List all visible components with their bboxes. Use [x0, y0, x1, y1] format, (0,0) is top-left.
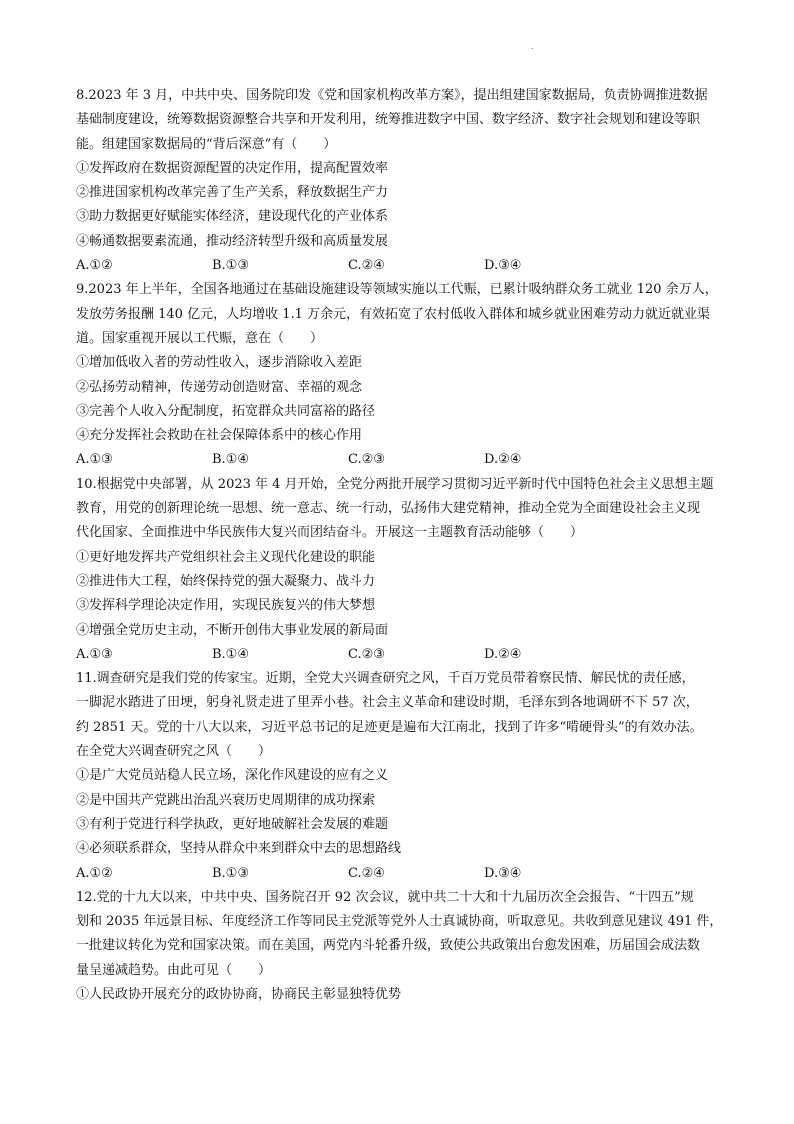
question-stem-line: 8.2023 年 3 月，中共中央、国务院印发《党和国家机构改革方案》，提出组建国家数据局，负责协调推进数据 [76, 88, 708, 103]
answer-option: A.①③ [76, 646, 113, 662]
answer-option: D.③④ [484, 865, 522, 881]
question-stem-line: 9.2023 年上半年，全国各地通过在基础设施建设等领域实施以工代赈，已累计吸纳群众务工就业 120 余万人， [76, 282, 718, 298]
question-block [76, 667, 736, 886]
statement-line: ③完善个人收入分配制度，拓宽群众共同富裕的路径 [76, 403, 376, 419]
answer-options [76, 254, 736, 278]
question-stem-line: 一脚泥水踏进了田埂，躬身礼贤走进了里弄小巷。社会主义革命和建设时期，毛泽东到各地调研不下 57 次， [76, 695, 699, 711]
answer-option: B.①④ [212, 646, 249, 662]
answer-option: B.①③ [212, 865, 249, 881]
statement-line: ③有利于党进行科学执政，更好地破解社会发展的难题 [76, 816, 389, 832]
question-stem-line: 约 2851 天。党的十八大以来，习近平总书记的足迹更是遍布大江南北，找到了许多“啃硬骨头”的有效办法。 [76, 719, 703, 735]
question-stem-line: 12.党的十九大以来，中共中央、国务院召开 92 次会议，就中共二十大和十九届历次全会报告、“十四五”规 [76, 889, 694, 905]
question-stem-line: 划和 2035 年远景目标、年度经济工作等同民主党派等党外人士真诚协商，听取意见。共收到意见建议 491 件， [76, 914, 723, 930]
answer-option: C.②④ [348, 865, 385, 881]
question-stem-line: 道。国家重视开展以工代赈，意在（ ） [76, 330, 324, 346]
statement-line: ③助力数据更好赋能实体经济，建设现代化的产业体系 [76, 209, 389, 225]
answer-option: D.③④ [484, 258, 522, 274]
statement-line: ①是广大党员站稳人民立场，深化作风建设的应有之义 [76, 768, 389, 784]
answer-option: B.①③ [212, 258, 249, 274]
statement-line: ①增加低收入者的劳动性收入，逐步消除收入差距 [76, 355, 363, 371]
answer-option: D.②④ [484, 646, 522, 662]
statement-line: ②推进伟大工程，始终保持党的强大凝聚力、战斗力 [76, 573, 376, 589]
question-stem-line: 教育，用党的创新理论统一思想、统一意志、统一行动，弘扬伟大建党精神，推动全党为全面建设社会主义现 [76, 501, 701, 517]
statement-line: ①人民政协开展充分的政协协商，协商民主彰显独特优势 [76, 986, 402, 1002]
answer-options [76, 862, 736, 886]
question-block [76, 278, 736, 472]
question-block [76, 84, 736, 278]
answer-option: A.①③ [76, 452, 113, 468]
question-stem-line: 在全党大兴调查研究之风（ ） [76, 744, 272, 760]
statement-line: ①发挥政府在数据资源配置的决定作用，提高配置效率 [76, 160, 389, 176]
question-stem-line: 一批建议转化为党和国家决策。而在美国，两党内斗轮番升级，致使公共政策出台愈发困难，历届国会成法数 [76, 938, 701, 954]
question-block [76, 886, 736, 1007]
answer-option: A.①② [76, 865, 113, 881]
answer-option: C.②④ [348, 258, 385, 274]
answer-option: A.①② [76, 258, 113, 274]
question-stem-line: 代化国家、全面推进中华民族伟大复兴而团结奋斗。开展这一主题教育活动能够（ ） [76, 525, 584, 541]
question-stem-line: 10.根据党中央部署，从 2023 年 4 月开始，全党分两批开展学习贯彻习近平新时代中国特色社会主义思想主题 [76, 476, 714, 492]
question-stem-line: 基础制度建设，统筹数据资源整合共享和开发利用，统筹推进数字中国、数字经济、数字社会规划和建设等职 [76, 112, 701, 128]
header-mark: . [531, 42, 534, 51]
answer-options [76, 448, 736, 472]
statement-line: ③发挥科学理论决定作用，实现民族复兴的伟大梦想 [76, 598, 376, 614]
answer-options [76, 643, 736, 667]
question-stem-line: 量呈递减趋势。由此可见（ ） [76, 962, 272, 978]
statement-line: ②推进国家机构改革完善了生产关系，释放数据生产力 [76, 185, 389, 201]
question-block [76, 473, 736, 667]
statement-line: ④畅通数据要素流通，推动经济转型升级和高质量发展 [76, 233, 389, 249]
statement-line: ④增强全党历史主动，不断开创伟大事业发展的新局面 [76, 622, 389, 638]
question-stem-line: 发放劳务报酬 140 亿元，人均增收 1.1 万余元，有效拓宽了农村低收入群体和城乡就业困难劳动力就近就业渠 [76, 306, 711, 322]
answer-option: C.②③ [348, 452, 385, 468]
answer-option: B.①④ [212, 452, 249, 468]
statement-line: ④必须联系群众，坚持从群众中来到群众中去的思想路线 [76, 841, 402, 857]
question-stem-line: 能。组建国家数据局的“背后深意”有（ ） [76, 136, 337, 152]
statement-line: ②弘扬劳动精神，传递劳动创造财富、幸福的观念 [76, 379, 363, 395]
statement-line: ④充分发挥社会救助在社会保障体系中的核心作用 [76, 428, 363, 444]
statement-line: ②是中国共产党跳出治乱兴衰历史周期律的成功探索 [76, 792, 376, 808]
answer-option: D.②④ [484, 452, 522, 468]
question-stem-line: 11.调查研究是我们党的传家宝。近期，全党大兴调查研究之风，千百万党员带着察民情、解民忧的责任感， [76, 671, 695, 687]
statement-line: ①更好地发挥共产党组织社会主义现代化建设的职能 [76, 549, 376, 565]
answer-option: C.②③ [348, 646, 385, 662]
question-list [76, 84, 736, 1007]
